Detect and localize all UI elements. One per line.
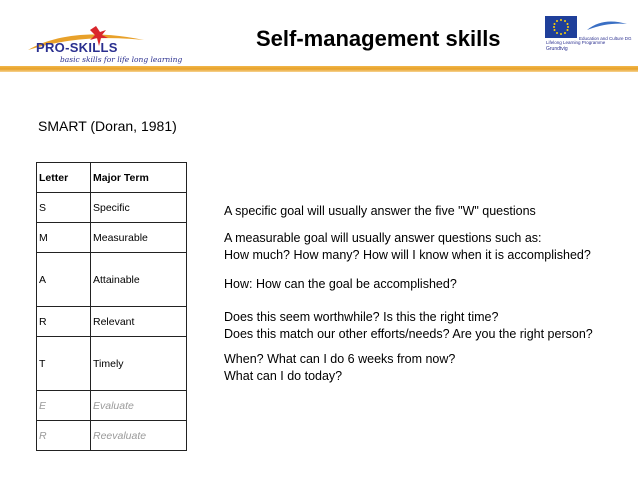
row-letter: R	[37, 421, 91, 451]
description-line: Does this match our other efforts/needs? Are you the right person?	[224, 327, 593, 341]
description-line: Does this seem worthwhile? Is this the right time?	[224, 310, 499, 324]
pro-skills-logo	[18, 6, 183, 64]
eu-llp-text: Lifelong Learning Programme	[546, 40, 606, 45]
table-row	[37, 193, 187, 223]
eu-grundtvig-text: Grundtvig	[546, 46, 568, 52]
slide-subtitle: SMART (Doran, 1981)	[38, 118, 177, 134]
row-letter: A	[37, 253, 91, 307]
header-divider	[0, 66, 638, 72]
row-term: Evaluate	[91, 391, 187, 421]
llp-bird-icon	[585, 18, 629, 32]
row-letter: T	[37, 337, 91, 391]
description-line: A measurable goal will usually answer questions such as:	[224, 231, 542, 245]
row-letter: R	[37, 307, 91, 337]
logo-text: PRO-SKILLS	[36, 40, 118, 55]
description-timely	[224, 351, 455, 385]
row-term: Specific	[91, 193, 187, 223]
row-letter: S	[37, 193, 91, 223]
header-letter: Letter	[37, 163, 91, 193]
table-row	[37, 253, 187, 307]
row-term: Attainable	[91, 253, 187, 307]
eu-logo	[545, 14, 635, 58]
description-line: A specific goal will usually answer the five "W" questions	[224, 204, 536, 218]
description-measurable	[224, 230, 591, 264]
row-term: Timely	[91, 337, 187, 391]
row-letter: E	[37, 391, 91, 421]
logo-tagline: basic skills for life long learning	[60, 55, 183, 64]
row-term: Relevant	[91, 307, 187, 337]
table-row	[37, 337, 187, 391]
description-relevant	[224, 309, 593, 343]
description-line: How: How can the goal be accomplished?	[224, 277, 457, 291]
description-specific	[224, 203, 536, 220]
description-line: When? What can I do 6 weeks from now?	[224, 352, 456, 366]
table-header-row	[37, 163, 187, 193]
table-row	[37, 307, 187, 337]
page-title: Self-management skills	[256, 26, 501, 51]
table-row	[37, 223, 187, 253]
table-row	[37, 391, 187, 421]
eu-flag-icon	[545, 16, 577, 38]
row-term: Measurable	[91, 223, 187, 253]
description-attainable	[224, 276, 457, 293]
row-term: Reevaluate	[91, 421, 187, 451]
header-major-term: Major Term	[91, 163, 187, 193]
description-line: What can I do today?	[224, 369, 343, 383]
table-row	[37, 421, 187, 451]
eu-dg-text: Education and Culture DG	[579, 36, 632, 41]
description-line: How much? How many? How will I know when it is accomplished?	[224, 248, 591, 262]
header	[0, 0, 638, 70]
row-letter: M	[37, 223, 91, 253]
smart-table	[36, 162, 187, 451]
